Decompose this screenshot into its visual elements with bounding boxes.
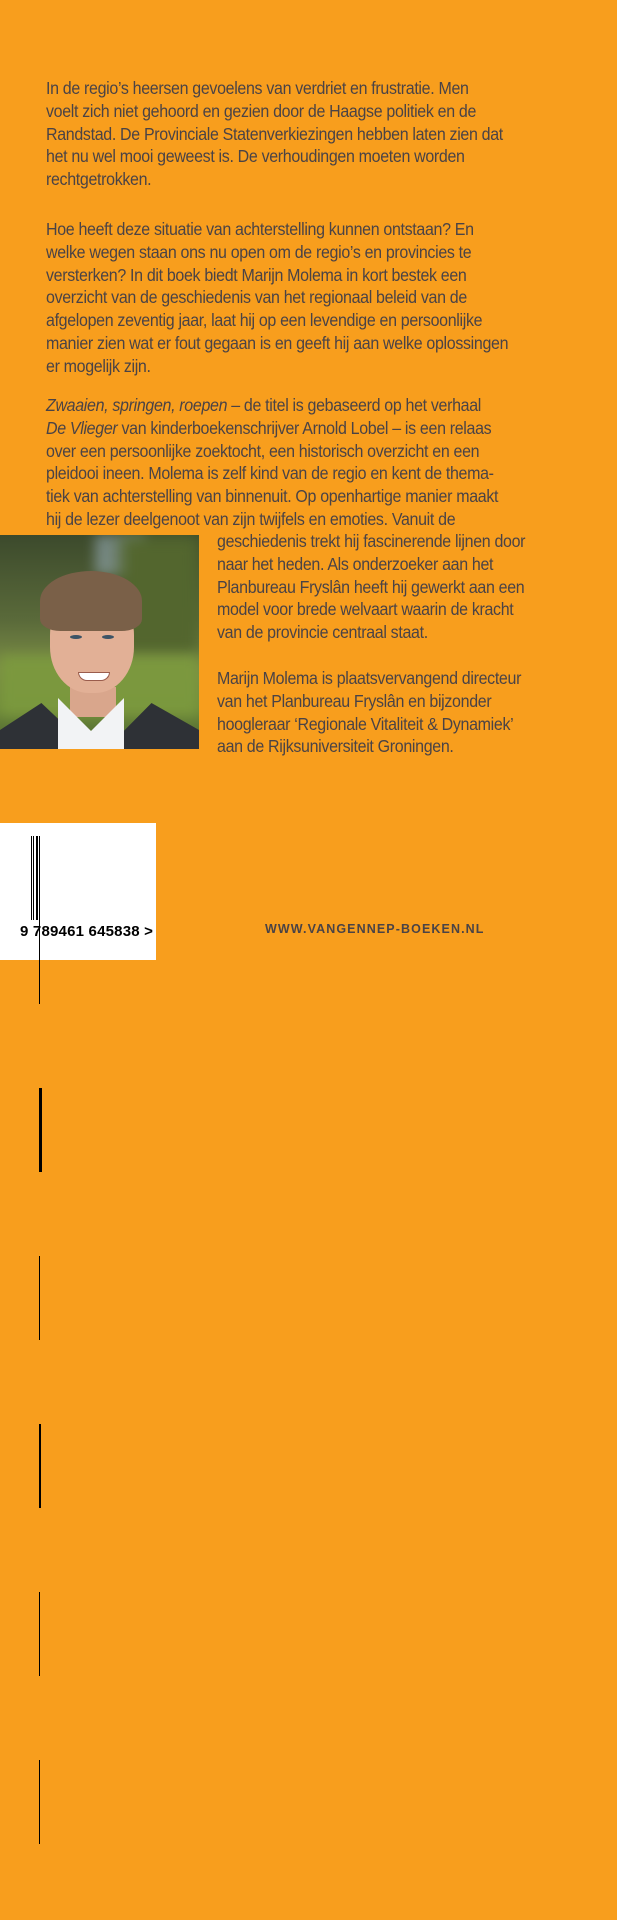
barcode bbox=[0, 823, 156, 960]
text-line: hoogleraar ‘Regionale Vitaliteit & Dynamiek’ bbox=[217, 713, 514, 734]
text-line: aan de Rijksuniversiteit Groningen. bbox=[217, 736, 454, 757]
text-line: manier zien wat er fout gegaan is en geeft hij aan welke oplossingen bbox=[46, 332, 509, 353]
title-explanation-paragraph bbox=[46, 394, 498, 531]
intro-paragraph bbox=[46, 77, 503, 191]
text-line: geschiedenis trekt hij fascinerende lijnen door bbox=[217, 531, 526, 551]
text-line bbox=[46, 394, 498, 417]
text-line: het nu wel mooi geweest is. De verhoudingen moeten worden bbox=[46, 146, 465, 167]
history-paragraph bbox=[217, 530, 525, 644]
author-bio bbox=[217, 667, 521, 758]
photo-smile bbox=[78, 672, 110, 681]
text-line: overzicht van de geschiedenis van het regionaal beleid van de bbox=[46, 287, 467, 308]
text-line: hij de lezer deelgenoot van zijn twijfels en emoties. Vanuit de bbox=[46, 508, 456, 529]
text-line: In de regio’s heersen gevoelens van verdriet en frustratie. Men bbox=[46, 78, 469, 98]
text-line: van het Planbureau Fryslân en bijzonder bbox=[217, 690, 492, 711]
text-line: Hoe heeft deze situatie van achterstelling kunnen ontstaan? En bbox=[46, 219, 474, 239]
text-line: naar het heden. Als onderzoeker aan het bbox=[217, 553, 494, 574]
publisher-url[interactable]: WWW.VANGENNEP-BOEKEN.NL bbox=[265, 922, 485, 936]
text-line: tiek van achterstelling van binnenuit. Op openhartige manier maakt bbox=[46, 486, 499, 507]
text-line bbox=[46, 417, 498, 440]
isbn-number: 9 789461 645838 > bbox=[20, 923, 154, 940]
photo-hair bbox=[40, 571, 142, 631]
text-line: model voor brede welvaart waarin de kracht bbox=[217, 599, 514, 620]
story-title: De Vlieger bbox=[46, 417, 118, 438]
photo-eye bbox=[70, 635, 82, 639]
text-line: voelt zich niet gehoord en gezien door de Haagse politiek en de bbox=[46, 100, 477, 121]
text-fragment: – de titel is gebaseerd op het verhaal bbox=[227, 395, 482, 415]
barcode-bars bbox=[31, 836, 141, 920]
text-line: Marijn Molema is plaatsvervangend directeur bbox=[217, 668, 522, 688]
photo-eye bbox=[102, 635, 114, 639]
book-title: Zwaaien, springen, roepen bbox=[46, 395, 228, 415]
text-line: er mogelijk zijn. bbox=[46, 355, 151, 376]
text-line: over een persoonlijke zoektocht, een historisch overzicht en een bbox=[46, 440, 480, 461]
text-line: afgelopen zeventig jaar, laat hij op een levendige en persoonlijke bbox=[46, 310, 483, 331]
text-line: Randstad. De Provinciale Statenverkiezingen hebben laten zien dat bbox=[46, 123, 503, 144]
text-line: Planbureau Fryslân heeft hij gewerkt aan een bbox=[217, 576, 525, 597]
text-line: van de provincie centraal staat. bbox=[217, 622, 428, 643]
text-line: pleidooi ineen. Molema is zelf kind van de regio en kent de thema- bbox=[46, 463, 494, 484]
text-line: welke wegen staan ons nu open om de regio’s en provincies te bbox=[46, 241, 472, 262]
text-line: rechtgetrokken. bbox=[46, 169, 152, 190]
text-fragment: van kinderboekenschrijver Arnold Lobel – is een relaas bbox=[117, 417, 492, 438]
question-paragraph bbox=[46, 218, 508, 378]
author-photo bbox=[0, 535, 199, 749]
text-line: versterken? In dit boek biedt Marijn Molema in kort bestek een bbox=[46, 264, 467, 285]
